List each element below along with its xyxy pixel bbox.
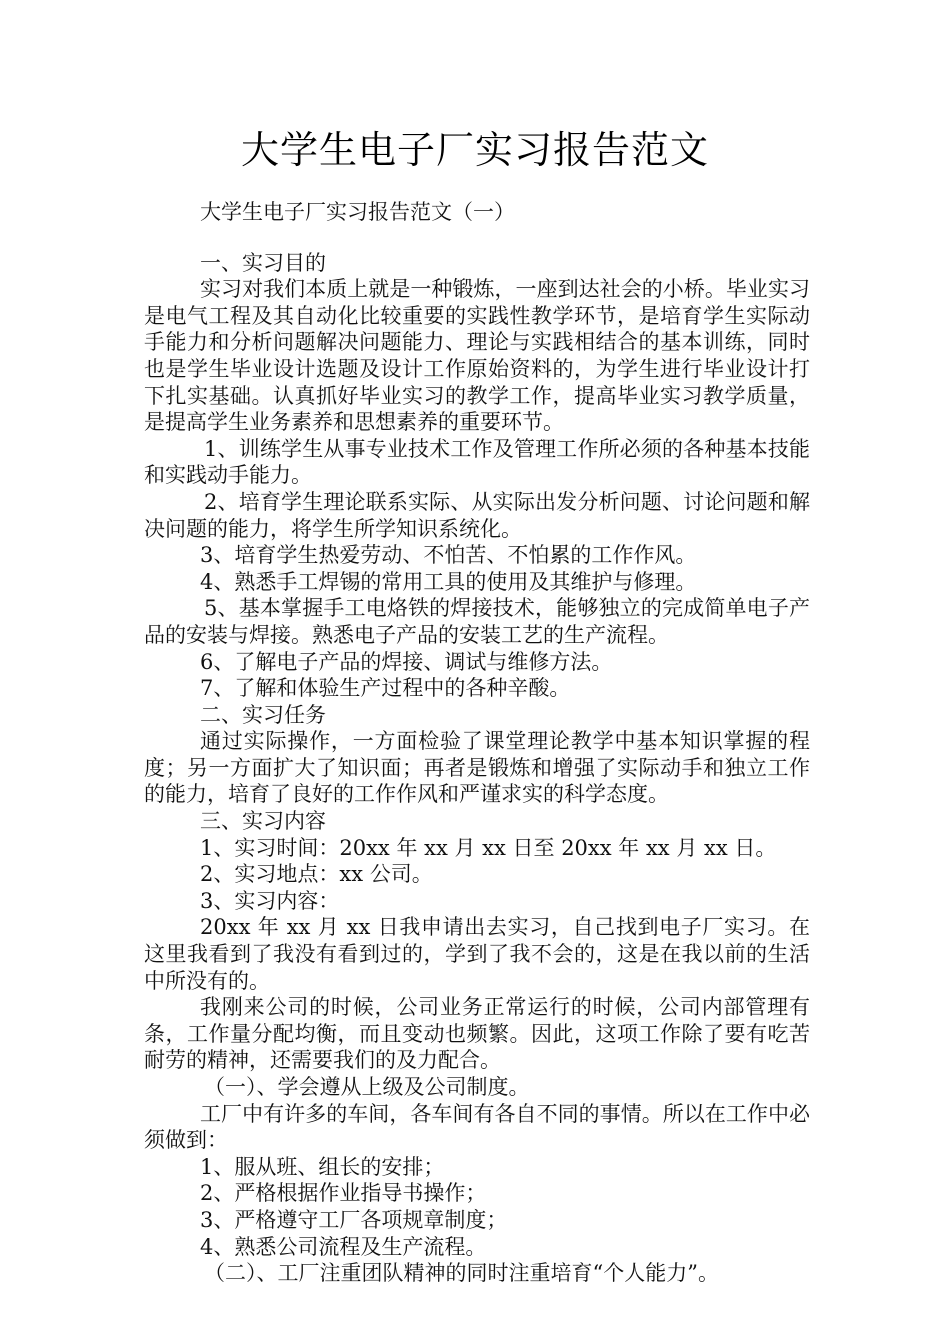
paragraph-subsection-1: 工厂中有许多的车间，各车间有各自不同的事情。所以在工作中必须做到：: [144, 1101, 810, 1153]
purpose-item-6: 6、了解电子产品的焊接、调试与维修方法。: [200, 649, 613, 674]
section-heading-task: 二、实习任务: [200, 702, 326, 727]
document-title: 大学生电子厂实习报告范文: [240, 128, 709, 172]
document-body: [144, 199, 810, 1287]
section-heading-purpose: 一、实习目的: [200, 250, 326, 275]
rule-item-1: 1、服从班、组长的安排；: [200, 1154, 445, 1179]
paragraph-content-2: 我刚来公司的时候，公司业务正常运行的时候，公司内部管理有条，工作量分配均衡，而且变动也频繁。因此，这项工作除了要有吃苦耐劳的精神，还需要我们的及力配合。: [144, 995, 810, 1073]
paragraph-task: 通过实际操作，一方面检验了课堂理论教学中基本知识掌握的程度；另一方面扩大了知识面；再者是锻炼和增强了实际动手和独立工作的能力，培育了良好的工作作风和严谨求实的科学态度。: [144, 729, 810, 807]
rule-item-3: 3、严格遵守工厂各项规章制度；: [200, 1207, 508, 1232]
purpose-item-3: 3、培育学生热爱劳动、不怕苦、不怕累的工作作风。: [200, 543, 697, 568]
purpose-item-5: 5、基本掌握手工电烙铁的焊接技术，能够独立的完成简单电子产品的安装与焊接。熟悉电子产品的安装工艺的生产流程。: [144, 596, 810, 647]
rule-item-2: 2、严格根据作业指导书操作；: [200, 1181, 487, 1206]
paragraph-purpose-intro: 实习对我们本质上就是一种锻炼，一座到达社会的小桥。毕业实习是电气工程及其自动化比较重要的实践性教学环节，是培育学生实际动手能力和分析问题解决问题能力、理论与实践相结合的基本训练，同时也是学生毕业设计选题及设计工作原始资料的，为学生进行毕业设计打下扎实基础。认真抓好毕业实习的教学工作，提高毕业实习教学质量，是提高学生业务素养和思想素养的重要环节。: [144, 277, 810, 435]
rule-item-4: 4、熟悉公司流程及生产流程。: [200, 1234, 487, 1259]
section-heading-content: 三、实习内容: [200, 809, 326, 834]
subsection-heading-1: （一）、学会遵从上级及公司制度。: [204, 1075, 530, 1099]
content-item-content: 3、实习内容：: [200, 888, 340, 913]
paragraph-content-1: 20xx 年 xx 月 xx 日我申请出去实习，自己找到电子厂实习。在这里我看到了我没有看到过的，学到了我不会的，这是在我以前的生活中所没有的。: [144, 915, 810, 993]
purpose-item-4: 4、熟悉手工焊锡的常用工具的使用及其维护与修理。: [200, 569, 697, 594]
subsection-heading-2: （二）、工厂注重团队精神的同时注重培育“个人能力”。: [204, 1261, 719, 1286]
purpose-item-1: 1、训练学生从事专业技术工作及管理工作所必须的各种基本技能和实践动手能力。: [144, 436, 810, 488]
document-subtitle: 大学生电子厂实习报告范文（一）: [200, 200, 515, 224]
content-item-time: 1、实习时间：20xx 年 xx 月 xx 日至 20xx 年 xx 月 xx 日。: [200, 835, 777, 860]
content-item-location: 2、实习地点：xx 公司。: [200, 862, 433, 887]
purpose-item-7: 7、了解和体验生产过程中的各种辛酸。: [200, 676, 571, 701]
purpose-item-2: 2、培育学生理论联系实际、从实际出发分析问题、讨论问题和解决问题的能力，将学生所学知识系统化。: [144, 489, 810, 541]
